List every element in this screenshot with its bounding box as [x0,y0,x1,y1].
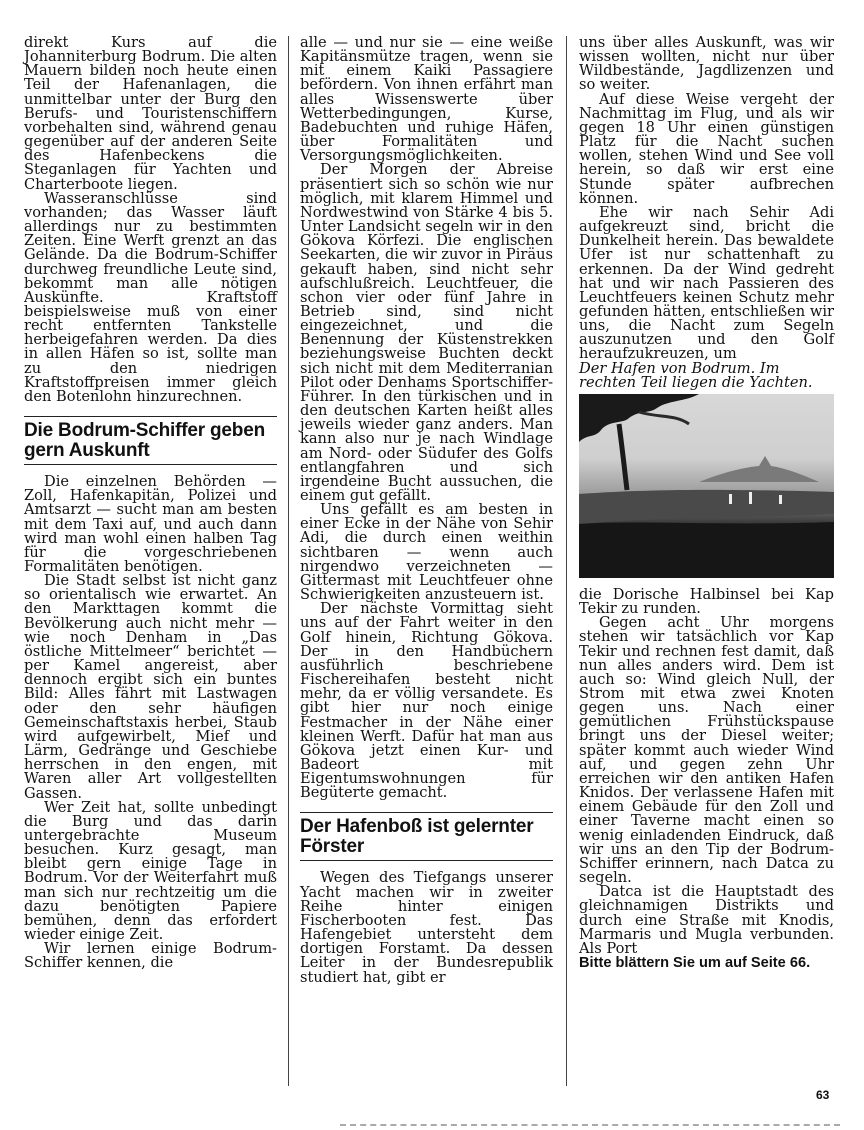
continuation-note: Bitte blättern Sie um auf Seite 66. [579,954,811,971]
column-1 [24,36,277,971]
column-2 [300,36,553,985]
paragraph: Datca ist die Hauptstadt des gleichnamigen Distrikts und durch eine Straße mit Knodis, Marmaris und Mugla verbunden. Als Port [579,883,834,957]
paragraph: Wegen des Tiefgangs unserer Yacht machen wir in zweiter Reihe hinter einigen Fischerbooten fest. Das Hafengebiet untersteht dem dortigen Forstamt. Da dessen Leiter in der Bundesrepublik studiert hat, gibt er [300,869,553,986]
paragraph: alle — und nur sie — eine weiße Kapitänsmütze tragen, wenn sie mit einem Kaiki Passagiere befördern. Von ihnen erfährt man alles Wissenswerte über Wetterbedingungen, Kurse, Badebuchten und ruhige Häfen, über Formalitäten und Versorgungsmöglichkeiten. [300,34,553,165]
paragraph: Wasseranschlüsse sind vorhanden; das Wasser läuft allerdings nur zu bestimmten Zeiten. Eine Werft grenzt an das Gelände. Da die Bodrum-Schiffer durchweg freundliche Leute sind, bekommt man alle nötigen Auskünfte. Kraftstoff beispielsweise muß von einer recht entfernten Tankstelle herbeigefahren werden. Da dies in allen Häfen so ist, sollte man zu den niedrigen Kraftstoffpreisen immer gleich den Botenlohn hinzurechnen. [24,189,277,405]
paragraph: die Dorische Halbinsel bei Kap Tekir zu runden. [579,585,834,618]
harbor-photo [579,394,834,578]
paragraph: Auf diese Weise vergeht der Nachmittag im Flug, und als wir gegen 18 Uhr einen günstigen Platz für die Nacht suchen wollen, stehen Wind und See voll herein, so daß wir erst eine Stunde später aufbrechen können. [579,90,834,207]
paragraph: Wer Zeit hat, sollte unbedingt die Burg und das darin untergebrachte Museum besuchen. Kurz gesagt, man bleibt gern einige Tage in Bodrum. Vor der Weiterfahrt muß man sich nur rechtzeitig um die dazu benötigten Papiere bemühen, denn das erfordert wieder einige Zeit. [24,798,277,944]
harbor-photo-image [579,394,834,578]
paragraph: uns über alles Auskunft, was wir wissen wollten, nicht nur über Wildbestände, Jagdlizenzen und so weiter. [579,34,834,94]
column-divider-2 [566,36,567,1086]
section-heading-2: Der Hafenboß ist gelernter Förster [300,812,553,861]
paragraph: Die einzelnen Behörden — Zoll, Hafenkapitän, Polizei und Amtsarzt — sucht man am besten mit dem Taxi auf, und auch dann wird man wohl einen halben Tag für die vorgeschriebenen Formalitäten benötigen. [24,473,277,575]
paragraph: Ehe wir nach Sehir Adi aufgekreuzt sind, bricht die Dunkelheit herein. Das bewaldete Ufer ist nur schattenhaft zu erkennen. Da der Wind gedreht hat und wir nach Passieren des Leuchtfeuers keinen Schutz mehr gefunden hätten, entschließen wir uns, die Nacht zum Segeln auszunutzen und den Golf heraufzukreuzen, um [579,203,834,363]
page-number: 63 [816,1088,830,1102]
paragraph: Die Stadt selbst ist nicht ganz so orientalisch wie erwartet. An den Markttagen kommt die Bevölkerung auch nicht mehr — wie noch Denham in „Das östliche Mittelmeer“ berichtet — per Kamel angereist, aber dennoch ergibt sich ein buntes Bild: Alles fährt mit Lastwagen oder den sehr häufigen Gemeinschaftstaxis herbei, Staub wird aufgewirbelt, Mief und Lärm, Gedränge und Geschiebe herrschen in den engen, mit Waren aller Art vollgestellten Gassen. [24,572,277,802]
paragraph: Der Morgen der Abreise präsentiert sich so schön wie nur möglich, mit klarem Himmel und Nordwestwind von Stärke 4 bis 5. Unter Landsicht segeln wir in den Gökova Körfezi. Die englischen Seekarten, die wir zuvor in Piräus gekauft haben, sind nicht sehr aufschlußreich. Leuchtfeuer, die schon vier oder fünf Jahre in Betrieb sind, sind nicht eingezeichnet, und die Benennung der Küstenstrekken beziehungsweise Buchten deckt sich nicht mit dem Mediterranian Pilot oder Denhams Sportschiffer-Führer. In den türkischen und in den deutschen Karten heißt alles jeweils wieder ganz anders. Man kann also nur je nach Windlage am Nord- oder Südufer des Golfs entlangfahren und sich irgendeine Bucht aussuchen, die einem gut gefällt. [300,161,553,504]
bottom-rule [340,1124,840,1126]
paragraph: Gegen acht Uhr morgens stehen wir tatsächlich vor Kap Tekir und rechnen fest damit, daß nun alles anders wird. Dem ist auch so: Wind gleich Null, der Strom mit etwa zwei Knoten gegen uns. Nach einer gemütlichen Frühstückspause bringt uns der Diesel weiter; später kommt auch wieder Wind auf, und gegen zehn Uhr erreichen wir den antiken Hafen Knidos. Der verlassene Hafen mit einem Gebäude für den Zoll und einer Taverne macht einen so wenig einladenden Eindruck, daß wir uns an den Tip der Bodrum-Schiffer erinnern, nach Datca zu segeln. [579,614,834,887]
paragraph: Der nächste Vormittag sieht uns auf der Fahrt weiter in den Golf hinein, Richtung Gökova. Der in den Handbüchern ausführlich beschriebene Fischereihafen besteht nicht mehr, da er völlig versandete. Es gibt hier nur noch einige Festmacher in der Nähe einer kleinen Werft. Dafür hat man aus Gökova jetzt einen Kur- und Badeort mit Eigentumswohnungen für Begüterte gemacht. [300,600,553,802]
column-divider-1 [288,36,289,1086]
paragraph: Uns gefällt es am besten in einer Ecke in der Nähe von Sehir Adi, die durch einen weithin sichtbaren — wenn auch nirgendwo verzeichneten — Gittermast mit Leuchtfeuer ohne Schwierigkeiten anzusteuern ist. [300,501,553,604]
paragraph: direkt Kurs auf die Johanniterburg Bodrum. Die alten Mauern bilden noch heute einen Teil der Hafenanlagen, die unmittelbar unter der Burg den Berufs- und Touristenschiffern vorbehalten sind, während genau gegenüber auf der anderen Seite des Hafenbeckens die Steganlagen für Yachten und Charterboote liegen. [24,34,277,193]
section-heading-1: Die Bodrum-Schiffer geben gern Auskunft [24,416,277,465]
photo-caption: Der Hafen von Bodrum. Im rechten Teil liegen die Yachten. [579,359,813,391]
column-3 [579,36,834,970]
paragraph: Wir lernen einige Bodrum-Schiffer kennen, die [24,940,277,972]
